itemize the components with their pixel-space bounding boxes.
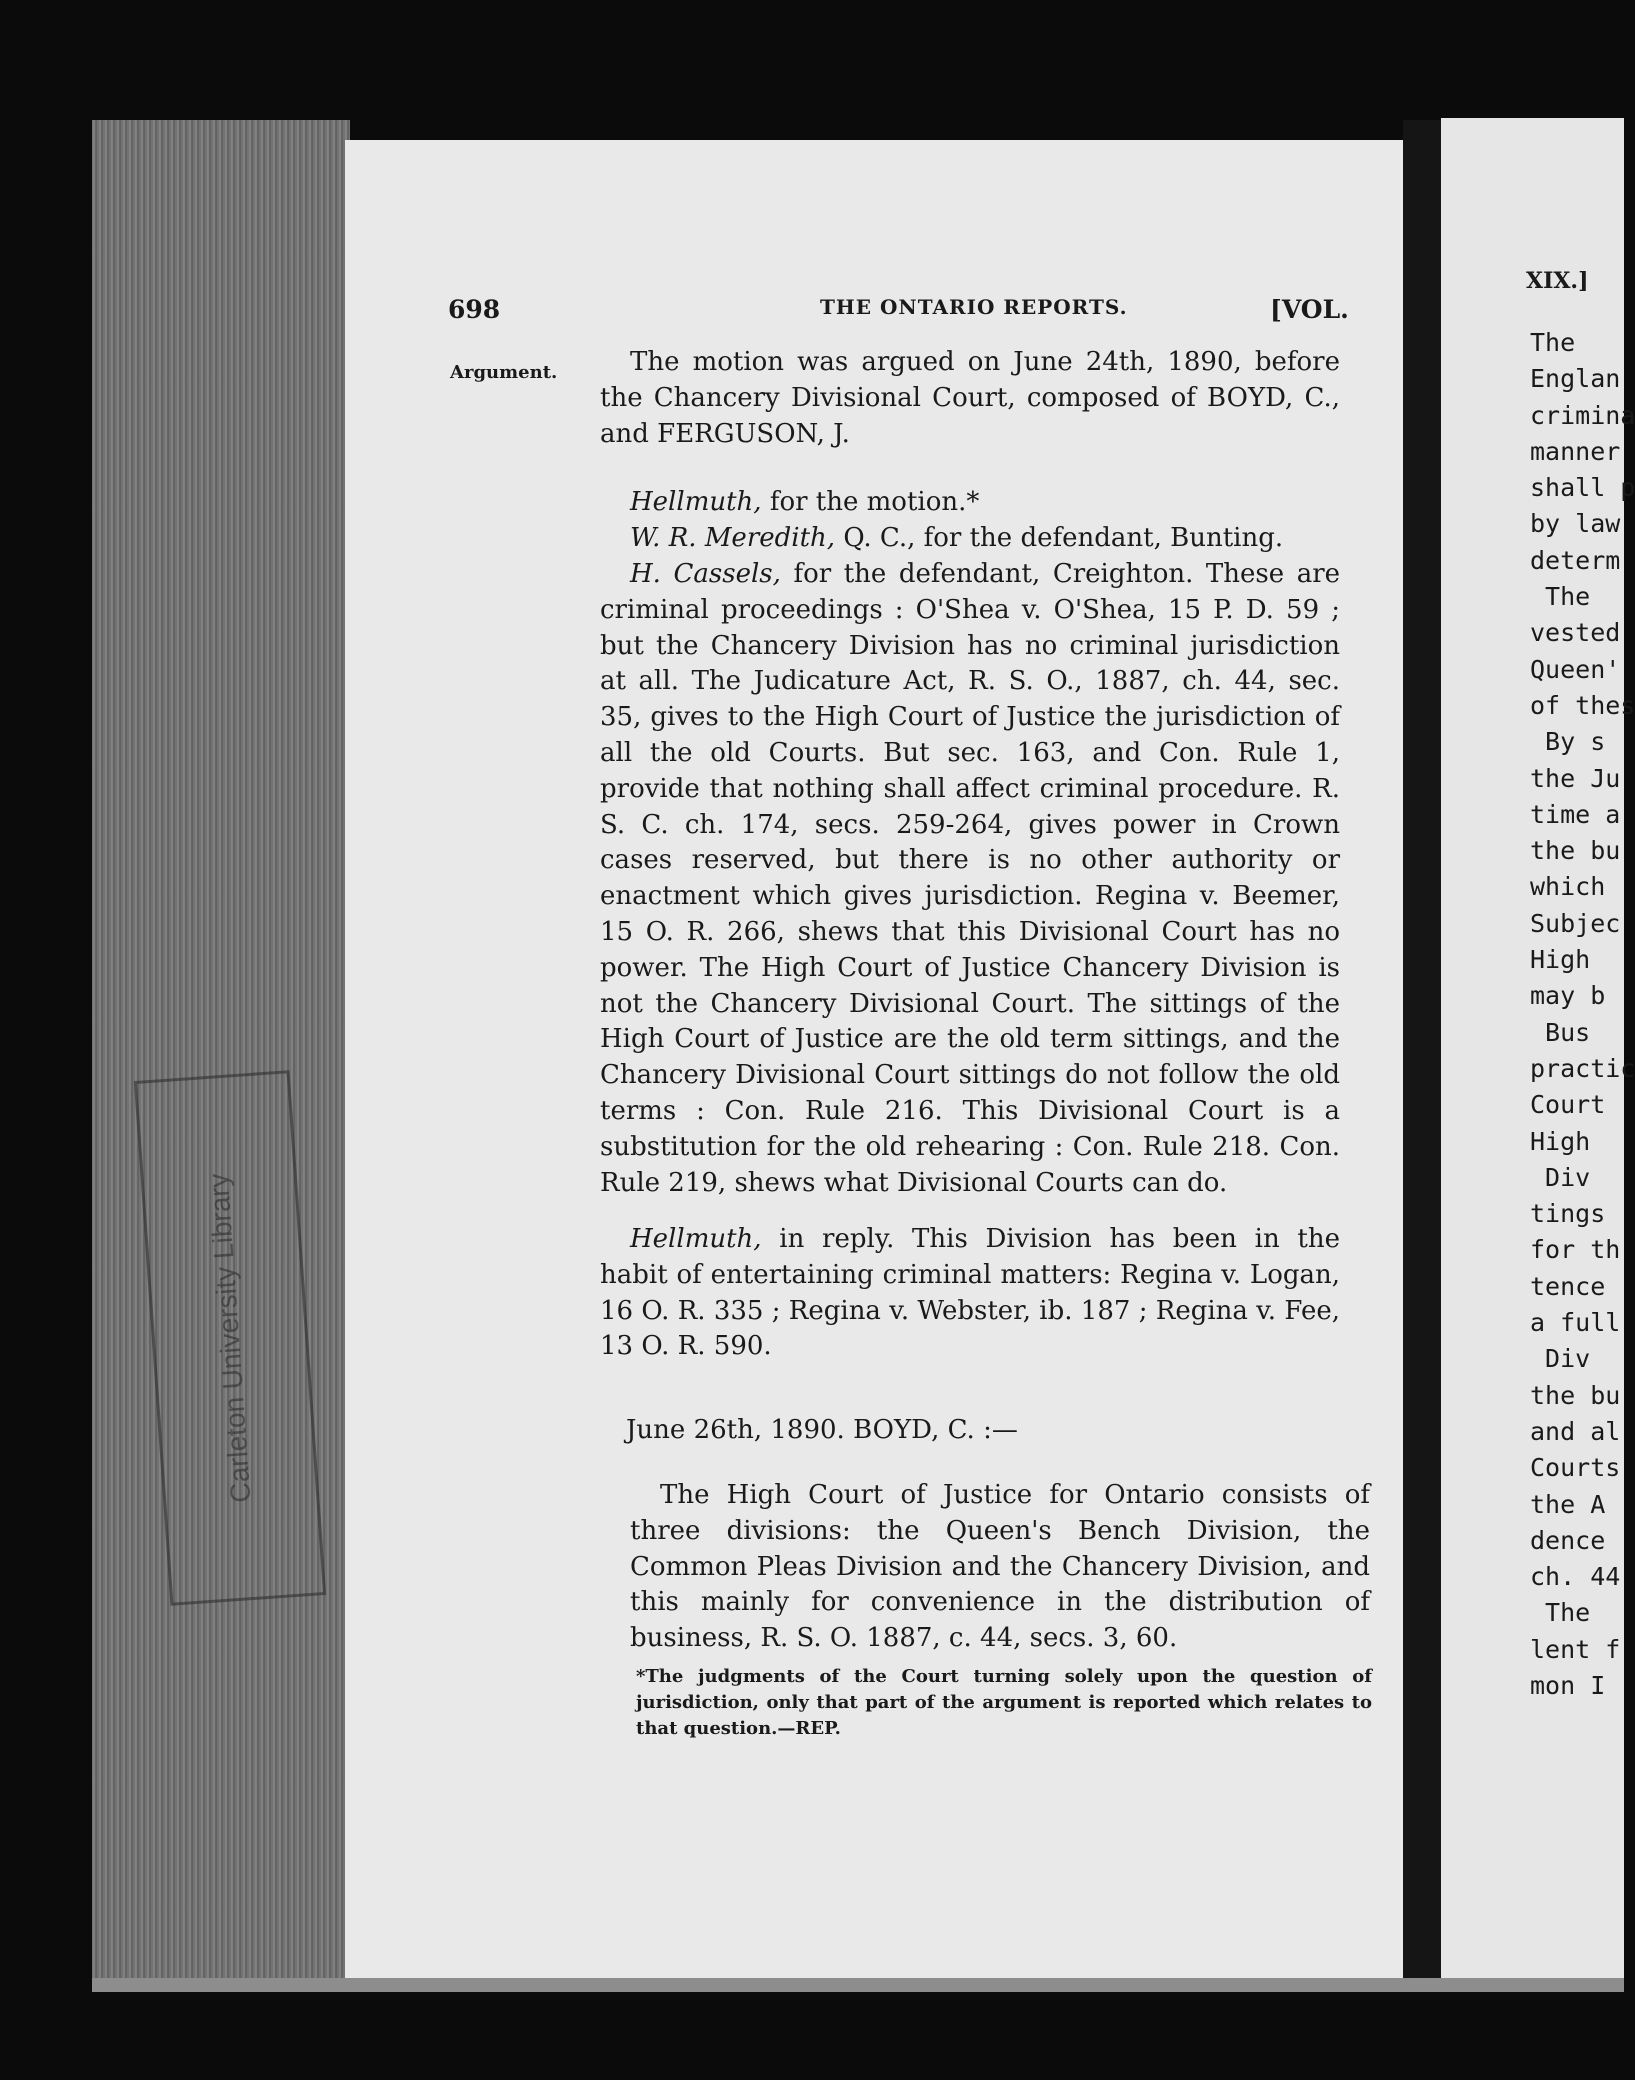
paragraph-text: Q. C., for the defendant, Bunting.	[835, 523, 1284, 553]
judgment-date: June 26th, 1890.	[626, 1415, 845, 1445]
paragraph-text: for the defendant, Creighton. These are criminal proceedings : O'Shea v. O'Shea, 15 P. D. 59 ; but the Chancery Division has no criminal jurisdiction at all. The Judicature Act, R. S. O., 1887, ch. 44, sec. 35, gives to the High Court of Justice the jurisdiction of all the old Courts. But sec. 163, and Con. Rule 1, provide that nothing shall affect criminal procedure. R. S. C. ch. 174, secs. 259-264, gives power in Crown cases reserved, but there is no other authority or enactment which gives jurisdiction. Regina v. Beemer, 15 O. R. 266, shews that this Divisional Court has no power. The High Court of Justice Chancery Division is not the Chancery Divisional Court. The sittings of the High Court of Justice are the old term sittings, and the Chancery Divisional Court sittings do not follow the old terms : Con. Rule 216. This Divisional Court is a substitution for the old rehearing : Con. Rule 218. Con. Rule 219, shews what Divisional Courts can do.	[600, 559, 1341, 1198]
volume-label: [VOL.	[1270, 295, 1349, 324]
stamp-text: Carleton University Library	[202, 1172, 257, 1504]
judgment-date-line	[626, 1415, 1018, 1445]
margin-note: Argument.	[450, 362, 558, 383]
paragraph-meredith	[600, 521, 1340, 557]
book-gutter	[1403, 120, 1441, 1990]
right-page-header: XIX.]	[1526, 268, 1589, 294]
right-page-text: The Englan crimina manner shall p by law determ The vested Queen' of thes By s the Ju time a the bu which Subjec High may b Bus practic Court High Div tings for th tence a full Div the bu and al Courts the A dence ch. 44 The lent f mon I	[1530, 328, 1635, 1700]
counsel-name: Hellmuth,	[630, 487, 762, 517]
bottom-page-edge	[92, 1978, 1624, 1992]
footnote: *The judgments of the Court turning solely upon the question of jurisdiction, only that part of the argument is reported which relates to that question.—REP.	[636, 1666, 1372, 1739]
paragraph-text: for the motion.*	[761, 487, 980, 517]
paragraph-hellmuth-motion	[600, 485, 1340, 521]
book-page-edges	[92, 120, 350, 1985]
paragraph-argued: The motion was argued on June 24th, 1890, before the Chancery Divisional Court, composed of BOYD, C., and FERGUSON, J.	[600, 347, 1340, 449]
paragraph-reply	[600, 1222, 1340, 1365]
counsel-name: W. R. Meredith,	[630, 523, 836, 553]
paragraph-text: in reply. This Division has been in the habit of entertaining criminal matters: Regina v. Logan, 16 O. R. 335 ; Regina v. Webster, ib. 187 ; Regina v. Fee, 13 O. R. 590.	[600, 1224, 1340, 1362]
judge-name: BOYD, C. :—	[853, 1415, 1018, 1445]
paragraph-cassels	[600, 557, 1340, 1201]
paragraph-judgment: The High Court of Justice for Ontario consists of three divisions: the Queen's Bench Division, the Common Pleas Division and the Chancery Division, and this mainly for convenience in the distribution of business, R. S. O. 1887, c. 44, secs. 3, 60.	[630, 1480, 1370, 1654]
counsel-name: H. Cassels,	[630, 559, 781, 589]
page-number: 698	[448, 295, 501, 324]
running-title: THE ONTARIO REPORTS.	[820, 295, 1128, 319]
counsel-name: Hellmuth,	[630, 1224, 762, 1254]
